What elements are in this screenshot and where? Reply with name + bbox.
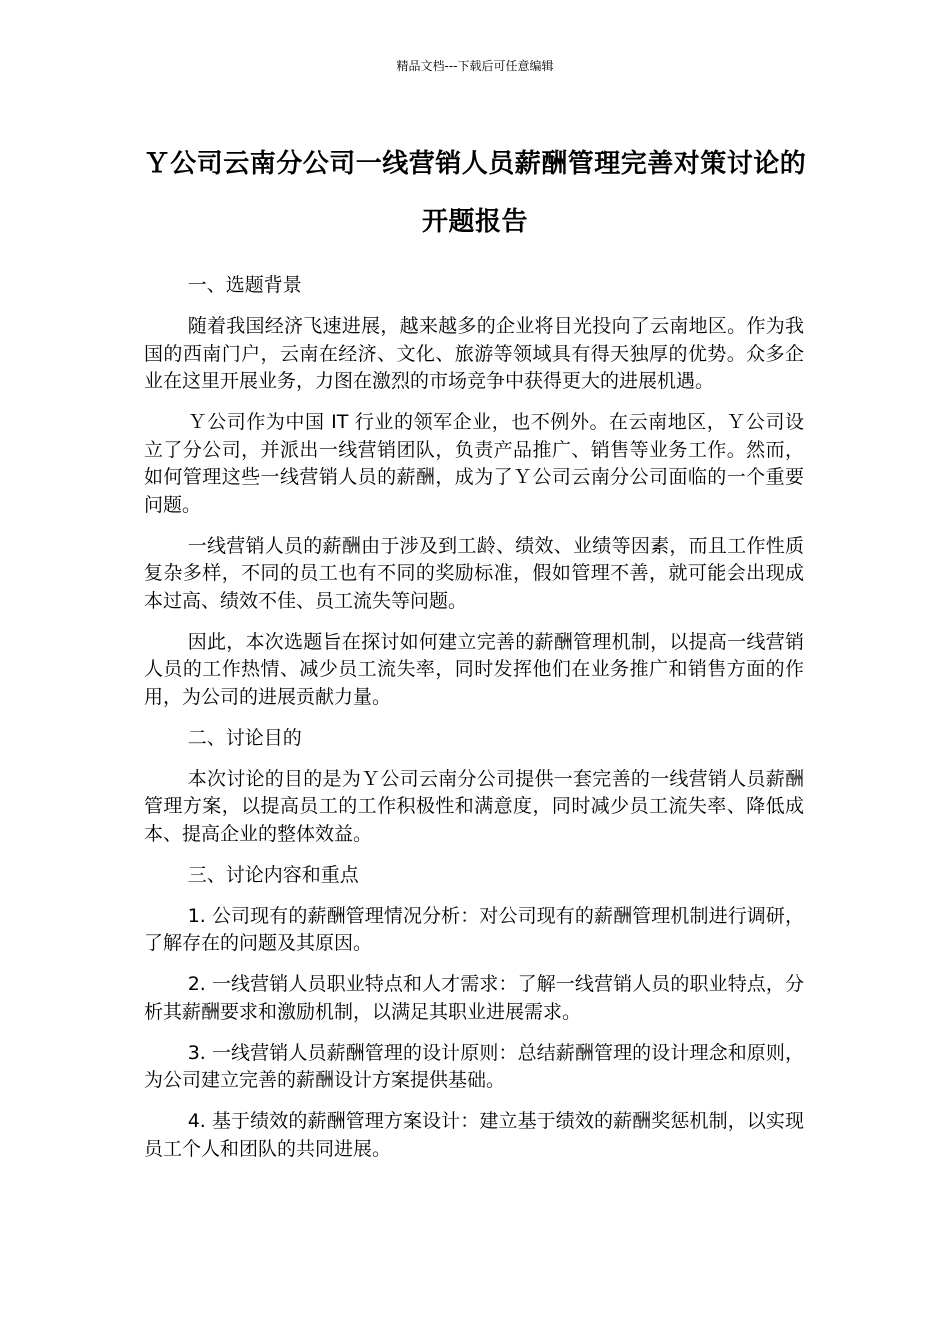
list-item: 4. 基于绩效的薪酬管理方案设计：建立基于绩效的薪酬奖惩机制，以实现员工个人和团队的共同进展。 <box>144 1110 804 1160</box>
paragraph: 随着我国经济飞速进展，越来越多的企业将目光投向了云南地区。作为我国的西南门户，云南在经济、文化、旅游等领域具有得天独厚的优势。众多企业在这里开展业务，力图在激烈的市场竞争中获得更大的进展机遇。 <box>144 315 804 392</box>
document-body <box>144 272 804 1177</box>
list-item: 3. 一线营销人员薪酬管理的设计原则：总结薪酬管理的设计理念和原则，为公司建立完善的薪酬设计方案提供基础。 <box>144 1041 804 1091</box>
section-heading: 二、讨论目的 <box>187 726 302 749</box>
list-item: 2. 一线营销人员职业特点和人才需求：了解一线营销人员的职业特点，分析其薪酬要求和激励机制，以满足其职业进展需求。 <box>144 973 804 1023</box>
section-heading: 三、讨论内容和重点 <box>187 863 359 886</box>
paragraph: Ｙ公司作为中国 IT 行业的领军企业，也不例外。在云南地区，Ｙ公司设立了分公司，并派出一线营销团队，负责产品推广、销售等业务工作。然而，如何管理这些一线营销人员的薪酬，成为了Ｙ公司云南分公司面临的一个重要问题。 <box>144 411 804 516</box>
paragraph: 因此，本次选题旨在探讨如何建立完善的薪酬管理机制，以提高一线营销人员的工作热情、减少员工流失率，同时发挥他们在业务推广和销售方面的作用，为公司的进展贡献力量。 <box>144 630 804 708</box>
list-item: 1. 公司现有的薪酬管理情况分析：对公司现有的薪酬管理机制进行调研，了解存在的问题及其原因。 <box>144 904 804 954</box>
section-heading: 一、选题背景 <box>187 274 302 296</box>
paragraph: 一线营销人员的薪酬由于涉及到工龄、绩效、业绩等因素，而且工作性质复杂多样，不同的员工也有不同的奖励标准，假如管理不善，就可能会出现成本过高、绩效不佳、员工流失等问题。 <box>144 534 804 612</box>
header-note: 精品文档---下载后可任意编辑 <box>396 59 554 73</box>
document-title: Ｙ公司云南分公司一线营销人员薪酬管理完善对策讨论的开题报告 <box>143 149 807 237</box>
paragraph: 本次讨论的目的是为Ｙ公司云南分公司提供一套完善的一线营销人员薪酬管理方案，以提高员工的工作积极性和满意度，同时减少员工流失率、降低成本、提高企业的整体效益。 <box>144 767 804 845</box>
